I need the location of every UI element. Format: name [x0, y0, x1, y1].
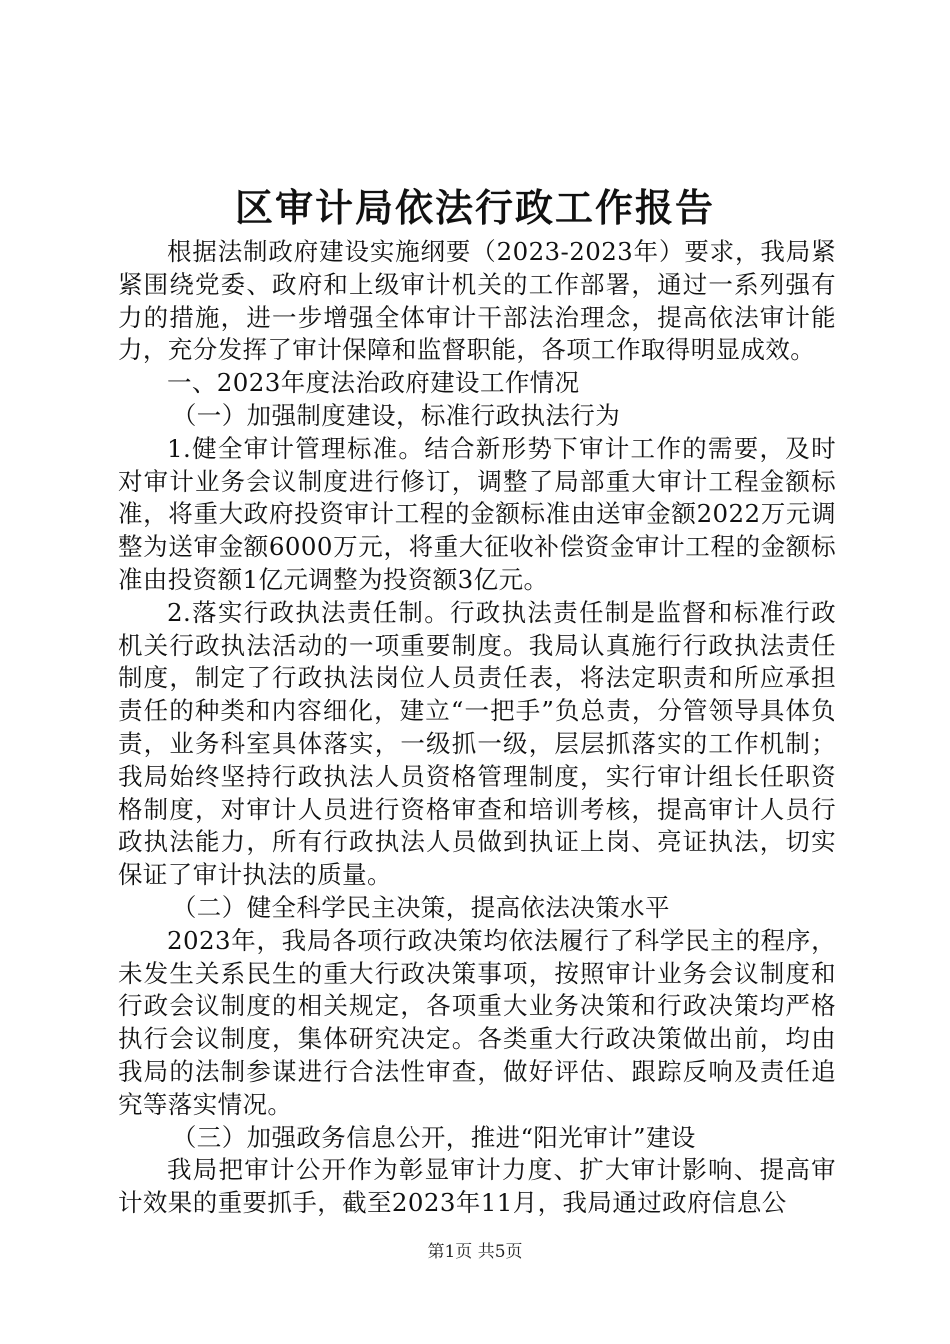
body-paragraph: 1.健全审计管理标准。结合新形势下审计工作的需要，及时对审计业务会议制度进行修订，调整了局部重大审计工程金额标准，将重大政府投资审计工程的金额标准由送审金额2022万元调整为送审金额6000万元，将重大征收补偿资金审计工程的金额标准由投资额1亿元调整为投资额3亿元。 — [118, 433, 836, 594]
body-paragraph: 我局把审计公开作为彰显审计力度、扩大审计影响、提高审计效果的重要抓手，截至2023年11月，我局通过政府信息公 — [118, 1155, 836, 1218]
body-paragraph: 2023年，我局各项行政决策均依法履行了科学民主的程序，未发生关系民生的重大行政决策事项，按照审计业务会议制度和行政会议制度的相关规定，各项重大业务决策和行政决策均严格执行会议制度，集体研究决定。各类重大行政决策做出前，均由我局的法制参谋进行合法性审查，做好评估、跟踪反响及责任追究等落实情况。 — [118, 925, 836, 1119]
section-heading-1: 一、2023年度法治政府建设工作情况 — [167, 368, 580, 398]
subsection-heading-1: （一）加强制度建设，标准行政执法行为 — [171, 400, 621, 430]
intro-paragraph: 根据法制政府建设实施纲要（2023-2023年）要求，我局紧紧围绕党委、政府和上级审计机关的工作部署，通过一系列强有力的措施，进一步增强全体审计干部法治理念，提高依法审计能力，充分发挥了审计保障和监督职能，各项工作取得明显成效。 — [118, 237, 836, 365]
page-number-footer: 第1页 共5页 — [427, 1242, 523, 1262]
document-title: 区审计局依法行政工作报告 — [234, 185, 715, 230]
document-body — [118, 236, 836, 1220]
subsection-heading-3: （三）加强政务信息公开，推进“阳光审计”建设 — [171, 1122, 696, 1152]
body-paragraph: 2.落实行政执法责任制。行政执法责任制是监督和标准行政机关行政执法活动的一项重要制度。我局认真施行行政执法责任制度，制定了行政执法岗位人员责任表，将法定职责和所应承担责任的种类和内容细化，建立“一把手”负总责，分管领导具体负责，业务科室具体落实，一级抓一级，层层抓落实的工作机制；我局始终坚持行政执法人员资格管理制度，实行审计组长任职资格制度，对审计人员进行资格审查和培训考核，提高审计人员行政执法能力，所有行政执法人员做到执证上岗、亮证执法，切实保证了审计执法的质量。 — [118, 597, 836, 890]
subsection-heading-2: （二）健全科学民主决策，提高依法决策水平 — [171, 892, 670, 922]
